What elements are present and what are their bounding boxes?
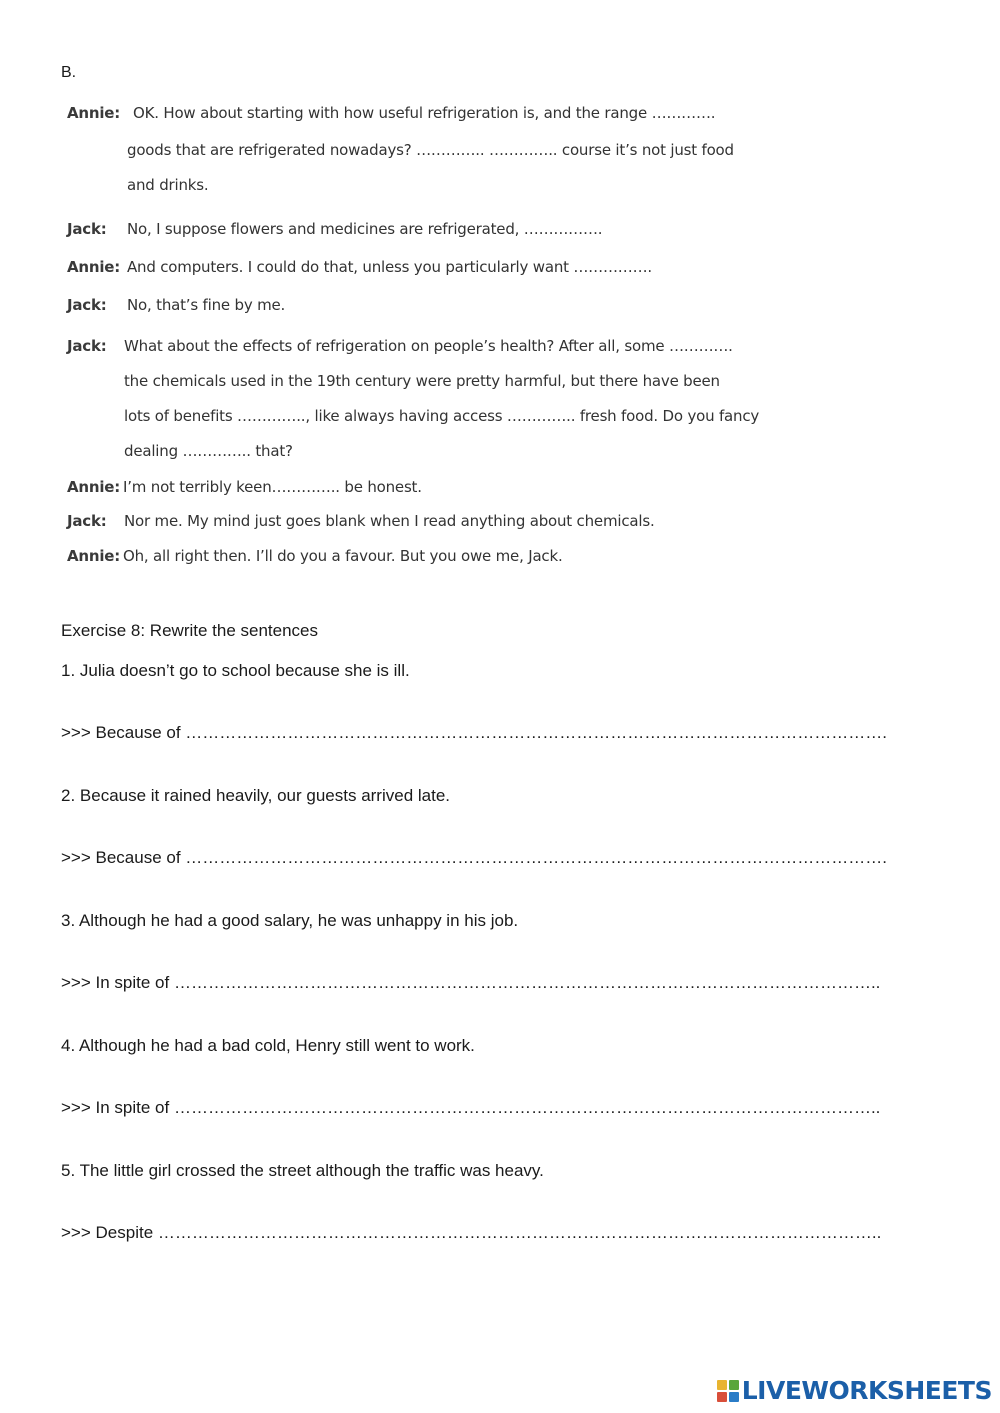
exercise-question: 3. Although he had a good salary, he was unhappy in his job.	[61, 911, 519, 930]
dialogue-line: What about the effects of refrigeration on people’s health? After all, some ………….	[124, 337, 733, 355]
speaker-annie: Annie:	[67, 478, 121, 496]
dialogue-line: I’m not terribly keen………….. be honest.	[123, 478, 422, 496]
dialogue-line: lots of benefits ………….., like always having access ………….. fresh food. Do you fancy	[124, 407, 760, 425]
dialogue-line: and drinks.	[127, 176, 209, 194]
speaker-annie: Annie:	[67, 104, 121, 122]
speaker-annie: Annie:	[67, 258, 121, 276]
dialogue-line: dealing ………….. that?	[124, 442, 293, 460]
logo-square	[717, 1380, 727, 1390]
answer-line[interactable]: >>> Despite ………………………………………………………………………………………………………………..	[61, 1223, 882, 1242]
speaker-annie: Annie:	[67, 547, 121, 565]
dialogue-line: No, I suppose flowers and medicines are refrigerated, …………….	[127, 220, 603, 238]
section-label: B.	[61, 64, 77, 81]
logo-square	[717, 1392, 727, 1402]
logo-square	[729, 1380, 739, 1390]
dialogue-line: the chemicals used in the 19th century were pretty harmful, but there have been	[124, 372, 720, 390]
logo-square	[729, 1392, 739, 1402]
exercise-question: 5. The little girl crossed the street although the traffic was heavy.	[61, 1161, 544, 1180]
liveworksheets-logo	[717, 1376, 992, 1405]
answer-line[interactable]: >>> In spite of ……………………………………………………………………………………………………………..	[61, 1098, 881, 1117]
logo-icon	[717, 1380, 739, 1402]
speaker-jack: Jack:	[67, 337, 107, 355]
exercise-question: 2. Because it rained heavily, our guests arrived late.	[61, 786, 451, 805]
dialogue-line: No, that’s fine by me.	[127, 296, 286, 314]
dialogue-line: Oh, all right then. I’ll do you a favour. But you owe me, Jack.	[123, 547, 563, 565]
answer-line[interactable]: >>> In spite of ……………………………………………………………………………………………………………..	[61, 973, 881, 992]
dialogue-line: And computers. I could do that, unless you particularly want …………….	[127, 258, 652, 276]
exercise-question: 4. Although he had a bad cold, Henry still went to work.	[61, 1036, 475, 1055]
answer-line[interactable]: >>> Because of …………………………………………………………………………………………………………….	[61, 723, 888, 742]
dialogue-line: goods that are refrigerated nowadays? ………….. ………….. course it’s not just food	[127, 141, 734, 159]
exercise-question: 1. Julia doesn’t go to school because she is ill.	[61, 661, 410, 680]
dialogue-line: Nor me. My mind just goes blank when I read anything about chemicals.	[124, 512, 655, 530]
dialogue-line: OK. How about starting with how useful refrigeration is, and the range ………….	[133, 104, 716, 122]
exercise-title: Exercise 8: Rewrite the sentences	[61, 621, 319, 640]
speaker-jack: Jack:	[67, 512, 107, 530]
speaker-jack: Jack:	[67, 296, 107, 314]
answer-line[interactable]: >>> Because of …………………………………………………………………………………………………………….	[61, 848, 888, 867]
logo-text: LIVEWORKSHEETS	[741, 1376, 992, 1405]
speaker-jack: Jack:	[67, 220, 107, 238]
